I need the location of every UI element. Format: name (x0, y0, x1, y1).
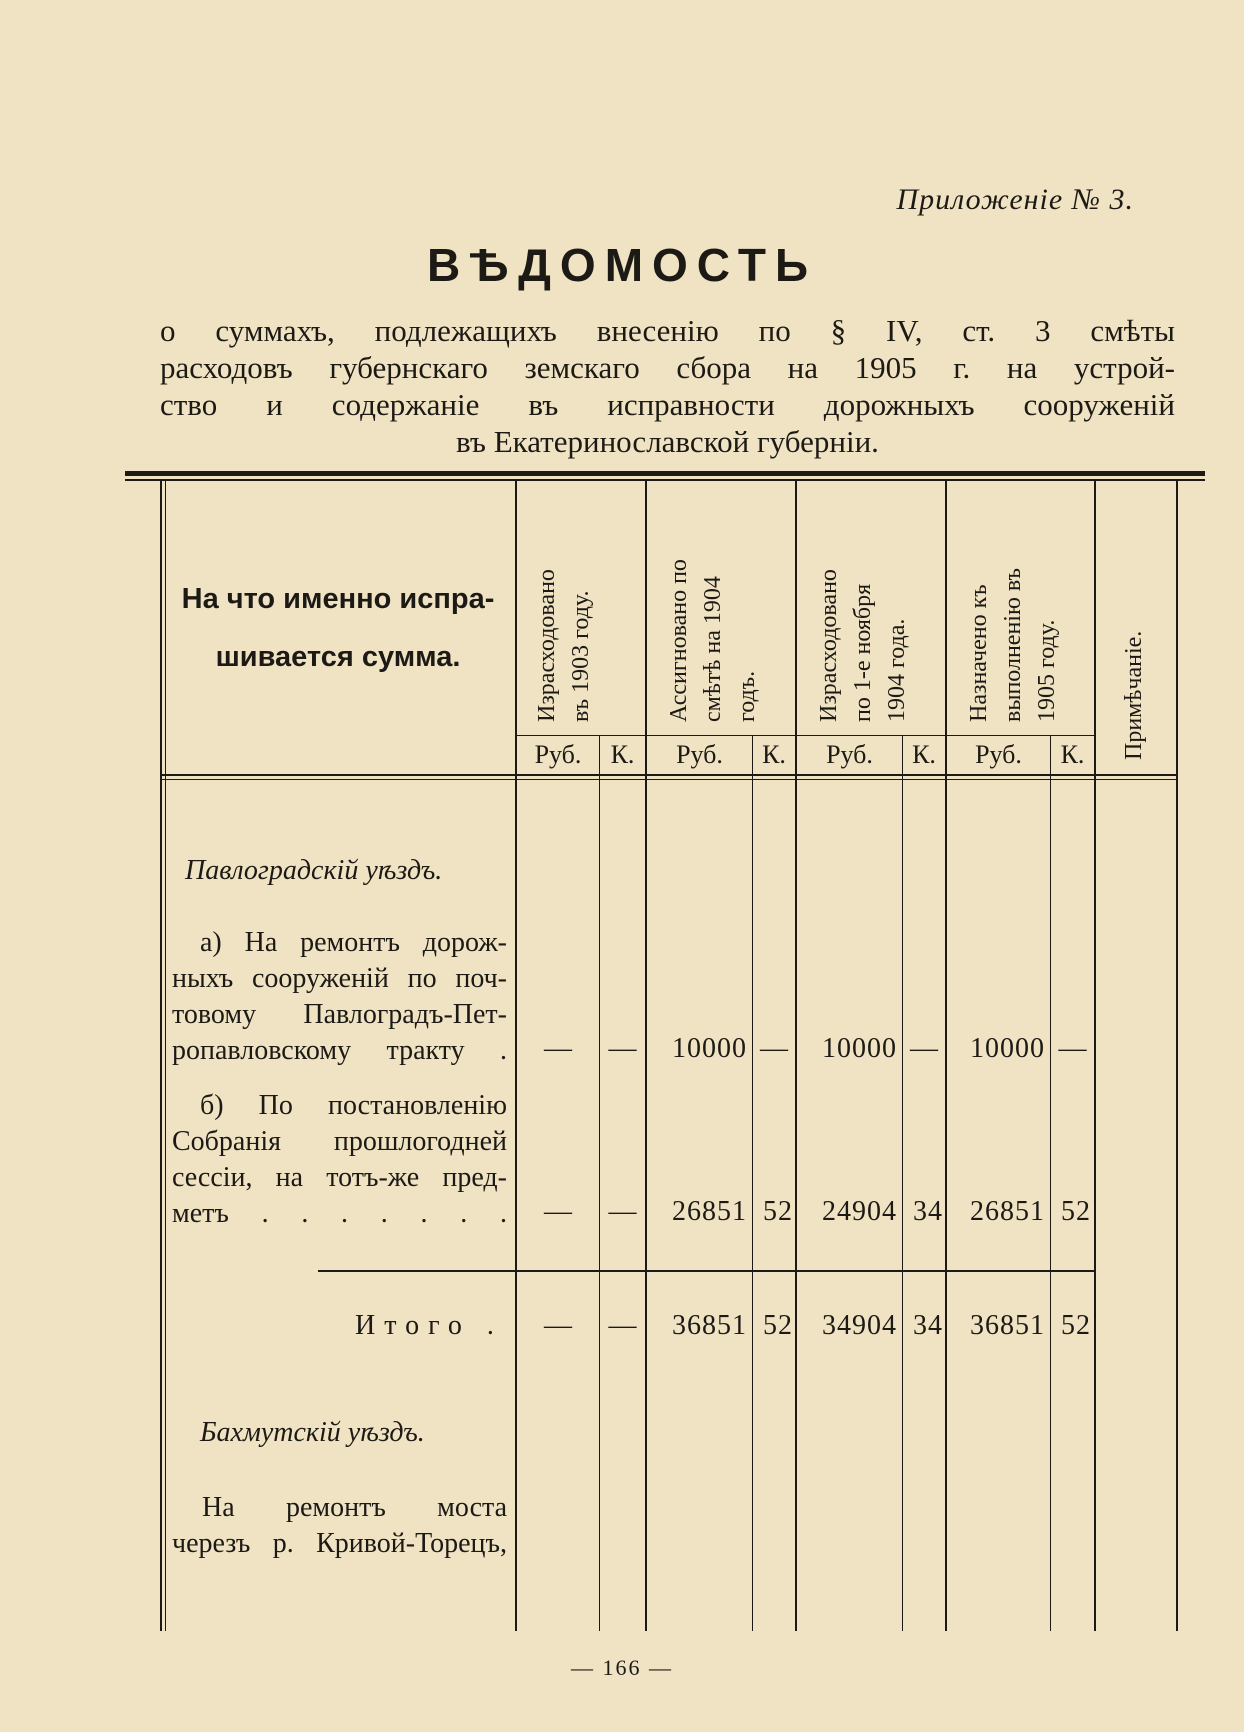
column-divider (1094, 481, 1096, 1631)
cell-value: 52 (1061, 1310, 1091, 1341)
row-b-line: б) По постановленію (200, 1090, 507, 1121)
row-c-line: черезъ р. Кривой-Торецъ, (172, 1528, 507, 1559)
unit-kop: К. (1060, 740, 1085, 769)
row-c-line: На ремонтъ моста (202, 1492, 507, 1523)
cell-value: — (608, 1196, 637, 1227)
row-b-line: Собранія прошлогодней (172, 1126, 507, 1157)
unit-rub: Руб. (975, 740, 1022, 769)
unit-row-line (515, 735, 1095, 736)
table-border-left-inner (165, 481, 166, 1631)
unit-kop: К. (610, 740, 635, 769)
subtitle-line: о суммахъ, подлежащихъ внесенію по § IV, ст. 3 смѣты (160, 313, 1175, 348)
document-subtitle (160, 312, 1175, 460)
cell-value: — (544, 1033, 572, 1064)
kopek-divider (599, 735, 600, 1631)
header-line: шивается сумма. (215, 641, 461, 673)
column-header-description (168, 570, 508, 686)
cell-value: 26851 (970, 1196, 1045, 1227)
cell-value: 52 (1061, 1196, 1091, 1227)
cell-value: — (544, 1310, 572, 1341)
subtitle-line: въ Екатеринославской губерніи. (456, 424, 879, 459)
header-bottom-rule-thin (160, 779, 1176, 780)
column-header-spent-1903: Израсходовано въ 1903 году. (534, 569, 594, 722)
table-border-right (1176, 481, 1178, 1631)
cell-value: 10000 (822, 1033, 897, 1064)
cell-value: — (1058, 1033, 1087, 1064)
table-top-rule-thin (125, 479, 1205, 481)
table-border-left (160, 481, 162, 1631)
cell-value: 34 (913, 1310, 943, 1341)
row-c-description (172, 1490, 507, 1562)
subtitle-line: расходовъ губернскаго земскаго сбора на 1905 г. на устрой- (160, 350, 1175, 385)
cell-value: 52 (763, 1310, 793, 1341)
cell-value: — (910, 1033, 938, 1064)
header-bottom-rule (160, 774, 1176, 776)
kopek-divider (752, 735, 753, 1631)
cell-value: 52 (763, 1196, 793, 1227)
row-b-line: метъ . . . . . . . (172, 1198, 507, 1229)
row-b-line: сессіи, на тотъ-же пред- (172, 1162, 507, 1193)
document-title: ВѢДОМОСТЬ (426, 239, 818, 291)
cell-value: 34 (913, 1196, 943, 1227)
cell-value: 24904 (822, 1196, 897, 1227)
cell-value: 36851 (672, 1310, 747, 1341)
subtitle-line: ство и содержаніе въ исправности дорожныхъ сооруженій (160, 387, 1175, 422)
cell-value: 10000 (672, 1033, 747, 1064)
cell-value: — (760, 1033, 788, 1064)
unit-kop: К. (762, 740, 786, 769)
total-rule (318, 1270, 1095, 1272)
appendix-label: Приложеніе № 3. (896, 183, 1134, 216)
cell-value: 10000 (970, 1033, 1045, 1064)
row-a-line: а) На ремонтъ дорож- (200, 927, 507, 958)
unit-rub: Руб. (826, 740, 873, 769)
unit-rub: Руб. (676, 740, 723, 769)
table-top-rule (125, 471, 1205, 476)
column-header-assigned-1904: Ассигновано по смѣтѣ на 1904 годъ. (666, 559, 760, 722)
kopek-divider (1050, 735, 1051, 1631)
cell-value: 34904 (822, 1310, 897, 1341)
column-header-planned-1905: Назначено къ выполненію въ 1905 году. (966, 567, 1060, 722)
page-number: — 166 — (571, 1655, 673, 1680)
section-title-bakhmut: Бахмутскій уѣздъ. (200, 1417, 425, 1448)
row-a-description (172, 925, 507, 1069)
row-a-line: ныхъ сооруженій по поч- (172, 963, 507, 994)
total-label: Итого . (355, 1310, 503, 1341)
column-header-spent-1904: Израсходовано по 1-е ноября 1904 года. (816, 569, 910, 722)
cell-value: — (544, 1196, 572, 1227)
unit-kop: К. (912, 740, 936, 769)
row-a-line: ропавловскому тракту . (172, 1035, 507, 1066)
cell-value: 36851 (970, 1310, 1045, 1341)
cell-value: — (608, 1033, 637, 1064)
cell-value: — (608, 1310, 637, 1341)
row-b-description (172, 1088, 507, 1232)
header-line: На что именно испра- (181, 583, 495, 615)
section-title-pavlograd: Павлоградскій уѣздъ. (185, 855, 443, 886)
column-header-remarks: Примѣчаніе. (1121, 630, 1147, 760)
cell-value: 26851 (672, 1196, 747, 1227)
unit-rub: Руб. (534, 740, 582, 769)
row-a-line: товому Павлоградъ-Пет- (172, 999, 507, 1030)
kopek-divider (902, 735, 903, 1631)
